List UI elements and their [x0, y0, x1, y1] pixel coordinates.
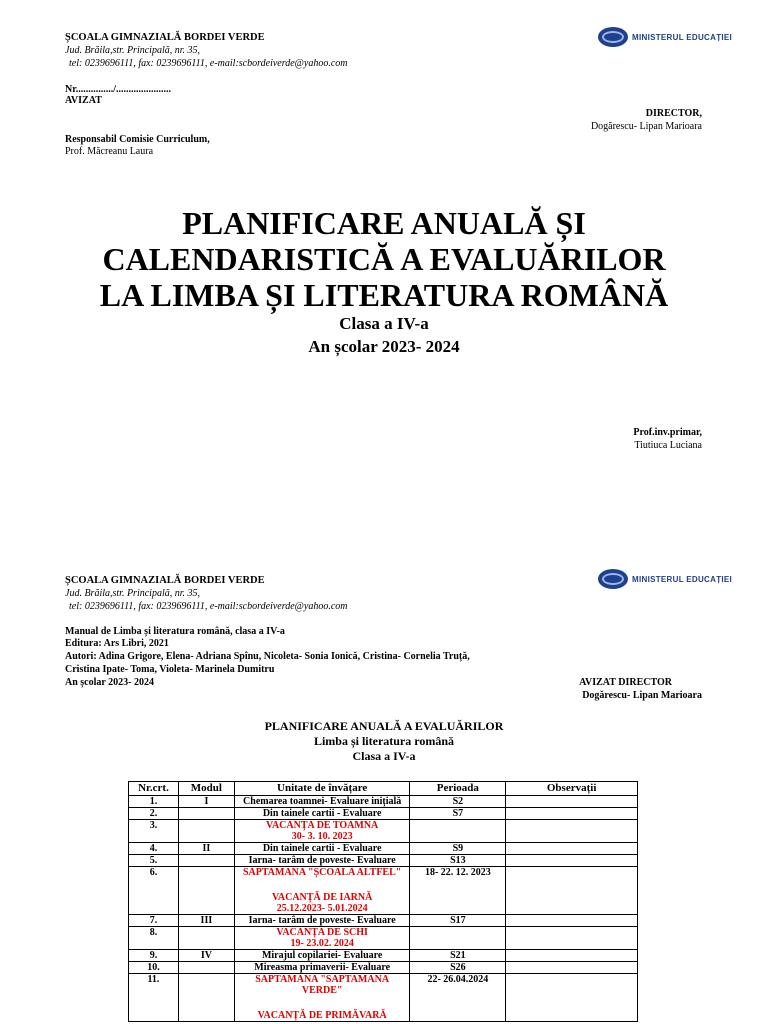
cell-unit: Iarna- tarâm de poveste- Evaluare [234, 915, 410, 927]
ministry-logo-text: MINISTERUL EDUCAȚIEI [632, 574, 733, 584]
cell-observations [506, 855, 638, 867]
cell-period: S26 [410, 962, 506, 974]
cell-observations [506, 950, 638, 962]
main-title-line-2: CALENDARISTICĂ A EVALUĂRILOR [102, 241, 666, 277]
evaluations-table [128, 781, 638, 1022]
table-row [129, 915, 638, 927]
cell-modul [178, 808, 234, 820]
cell-period: S9 [410, 843, 506, 855]
vacation-label: VACANȚĂ DE PRIMĂVARĂ [257, 1010, 387, 1021]
cell-period [410, 820, 506, 843]
cell-observations [506, 974, 638, 1022]
cell-nr: 1. [129, 796, 179, 808]
ministry-emblem-icon [598, 569, 628, 589]
cell-nr: 2. [129, 808, 179, 820]
cell-modul [178, 974, 234, 1022]
authors-line-1: Autori: Adina Grigore, Elena- Adriana Spînu, Nicoleta- Sonia Ionică, Cristina- Cornelia Truță, [65, 651, 470, 662]
table-row [129, 927, 638, 950]
school-address: Jud. Brăila,str. Principală, nr. 35, [65, 45, 201, 56]
table-row [129, 843, 638, 855]
school-address-2: Jud. Brăila,str. Principală, nr. 35, [65, 588, 201, 599]
green-week-label: SAPTAMANA "SAPTAMANA VERDE" [255, 974, 390, 996]
cell-nr: 6. [129, 867, 179, 915]
table-row [129, 820, 638, 843]
vacation-dates: 30- 3. 10. 2023 [291, 831, 353, 842]
vacation-label: VACANȚA DE SCHI [276, 927, 368, 938]
evaluations-plan-title: PLANIFICARE ANUALĂ A EVALUĂRILOR [264, 719, 504, 733]
school-contact-2: tel: 0239696111, fax: 0239696111, e-mail:scbordeiverde@yahoo.com [69, 601, 348, 612]
cell-modul: II [178, 843, 234, 855]
table-header-row [129, 782, 638, 796]
cell-unit: Mirajul copilariei- Evaluare [234, 950, 410, 962]
cell-nr: 7. [129, 915, 179, 927]
school-week-label: SAPTAMANA "ȘCOALA ALTFEL" [242, 867, 402, 878]
evaluations-plan-subject: Limba și literatura română [313, 734, 455, 748]
cell-period: 18- 22. 12. 2023 [410, 867, 506, 915]
curriculum-responsible-title: Responsabil Comisie Curriculum, [65, 134, 210, 145]
cell-nr: 9. [129, 950, 179, 962]
cell-observations [506, 796, 638, 808]
vacation-label: VACANȚĂ DE IARNĂ [271, 892, 373, 903]
cell-nr: 10. [129, 962, 179, 974]
cell-unit [234, 927, 410, 950]
cell-period: S17 [410, 915, 506, 927]
column-header-nr: Nr.crt. [129, 782, 179, 796]
cell-period: S7 [410, 808, 506, 820]
column-header-observations: Observații [506, 782, 638, 796]
director-title: DIRECTOR, [645, 108, 702, 119]
cell-period [410, 927, 506, 950]
school-name-2: ȘCOALA GIMNAZIALĂ BORDEI VERDE [65, 575, 265, 586]
cell-nr: 3. [129, 820, 179, 843]
cell-observations [506, 927, 638, 950]
cell-modul [178, 820, 234, 843]
vacation-label: VACANȚA DE TOAMNA [266, 820, 379, 831]
column-header-modul: Modul [178, 782, 234, 796]
cell-period: S13 [410, 855, 506, 867]
school-year-2: An școlar 2023- 2024 [65, 677, 154, 688]
column-header-unit: Unitate de învățare [234, 782, 410, 796]
cell-observations [506, 808, 638, 820]
authors-line-2: Cristina Ipate- Toma, Violeta- Marinela Dumitru [65, 664, 275, 675]
table-row [129, 796, 638, 808]
cell-modul [178, 867, 234, 915]
table-row [129, 867, 638, 915]
school-name: ȘCOALA GIMNAZIALĂ BORDEI VERDE [65, 32, 265, 43]
cell-unit [234, 974, 410, 1022]
teacher-name: Tiutiuca Luciana [634, 440, 702, 451]
vacation-dates: 25.12.2023- 5.01.2024 [276, 903, 368, 914]
cell-observations [506, 843, 638, 855]
cell-unit: Iarna- tarâm de poveste- Evaluare [234, 855, 410, 867]
cell-unit [234, 820, 410, 843]
cell-period: 22- 26.04.2024 [410, 974, 506, 1022]
cell-nr: 11. [129, 974, 179, 1022]
evaluations-plan-class: Clasa a IV-a [352, 749, 416, 763]
teacher-title: Prof.inv.primar, [633, 427, 702, 438]
avizat-director-label: AVIZAT DIRECTOR [579, 677, 672, 688]
class-label: Clasa a IV-a [339, 314, 429, 333]
ministry-logo-text: MINISTERUL EDUCAȚIEI [632, 32, 733, 42]
cell-modul [178, 962, 234, 974]
cell-period: S21 [410, 950, 506, 962]
cell-unit: Mireasma primaverii- Evaluare [234, 962, 410, 974]
table-row [129, 962, 638, 974]
table-row [129, 855, 638, 867]
cell-nr: 4. [129, 843, 179, 855]
cell-modul: III [178, 915, 234, 927]
cell-observations [506, 867, 638, 915]
curriculum-responsible-name: Prof. Măcreanu Laura [65, 146, 154, 157]
cell-observations [506, 915, 638, 927]
vacation-dates: 19- 23.02. 2024 [290, 938, 354, 949]
cell-nr: 5. [129, 855, 179, 867]
cell-modul: IV [178, 950, 234, 962]
school-contact: tel: 0239696111, fax: 0239696111, e-mail:scbordeiverde@yahoo.com [69, 58, 348, 69]
cell-nr: 8. [129, 927, 179, 950]
cell-unit [234, 867, 410, 915]
ministry-logo [598, 27, 732, 47]
avizat-label: AVIZAT [65, 95, 102, 106]
cell-observations [506, 962, 638, 974]
registration-number: Nr.............../...................... [65, 84, 172, 95]
cell-unit: Chemarea toamnei- Evaluare inițială [234, 796, 410, 808]
cell-period: S2 [410, 796, 506, 808]
table-row [129, 950, 638, 962]
director-name: Dogărescu- Lipan Marioara [590, 121, 702, 132]
main-title-line-3: LA LIMBA ȘI LITERATURA ROMÂNĂ [99, 277, 669, 313]
table-row [129, 808, 638, 820]
cell-unit: Din tainele cartii - Evaluare [234, 843, 410, 855]
main-title-line-1: PLANIFICARE ANUALĂ ȘI [182, 205, 586, 241]
cell-observations [506, 820, 638, 843]
cell-modul [178, 855, 234, 867]
cell-modul: I [178, 796, 234, 808]
cell-unit: Din tainele cartii - Evaluare [234, 808, 410, 820]
school-year: An școlar 2023- 2024 [308, 337, 460, 356]
ministry-emblem-icon [598, 27, 628, 47]
publisher: Editura: Ars Libri, 2021 [65, 638, 169, 649]
manual-title: Manual de Limba și literatura română, clasa a IV-a [65, 626, 285, 637]
column-header-period: Perioada [410, 782, 506, 796]
cell-modul [178, 927, 234, 950]
director-name-2: Dogărescu- Lipan Marioara [582, 690, 702, 701]
ministry-logo-2 [598, 569, 732, 589]
table-row [129, 974, 638, 1022]
